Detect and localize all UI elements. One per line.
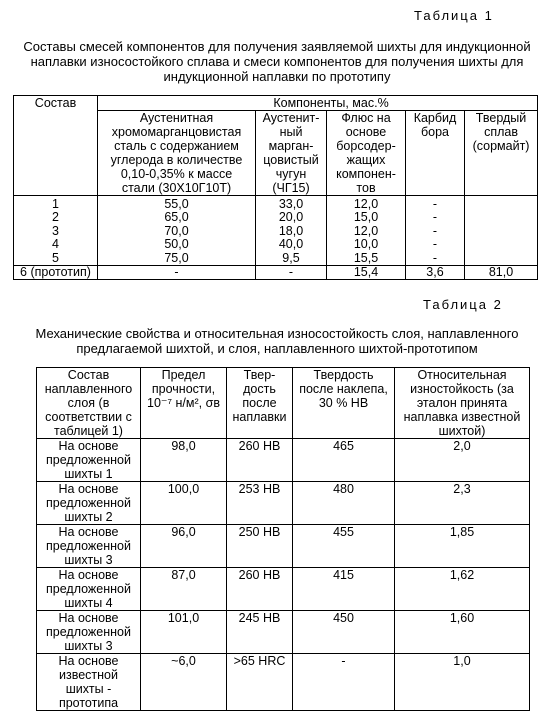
text-line: предложенной <box>46 453 131 467</box>
caption-line: предлагаемой шихтой, и слоя, наплавленного шихтой-прототипом <box>76 341 478 356</box>
table-cell: - <box>406 238 465 251</box>
caption-line: наплавки износостойкого сплава и смеси компонентов для получения шихты для <box>30 54 524 69</box>
text-line: изностойкость (за <box>410 382 514 396</box>
text-line: 0,10-0,35% к массе <box>120 167 233 181</box>
text-line: после <box>242 396 277 410</box>
table-cell: 87,0 <box>141 568 227 611</box>
text-line: На основе <box>58 654 119 668</box>
text-line: Твердость <box>313 368 374 382</box>
row-label <box>37 482 141 525</box>
table2 <box>36 367 530 711</box>
table-cell: - <box>406 225 465 238</box>
table-cell: 260 HB <box>227 439 293 482</box>
text-line: известной шихты - <box>59 668 118 696</box>
table2-caption <box>20 326 534 356</box>
text-line: прочности, <box>151 382 216 396</box>
row-label <box>37 525 141 568</box>
table-row <box>37 654 530 711</box>
text-line: предложенной <box>46 539 131 553</box>
table-row <box>14 238 538 251</box>
table-cell: 75,0 <box>98 252 256 266</box>
text-line: слоя (в <box>67 396 110 410</box>
text-line: предложенной <box>46 625 131 639</box>
row-label: 4 <box>14 238 98 251</box>
column-header <box>98 111 256 196</box>
table-cell: - <box>256 266 327 280</box>
table-cell <box>465 252 538 266</box>
table-cell: 98,0 <box>141 439 227 482</box>
text-line: На основе <box>58 439 119 453</box>
table-cell: 465 <box>293 439 395 482</box>
table1-caption <box>20 39 534 84</box>
text-line: шихты 4 <box>64 596 113 610</box>
row-label: 3 <box>14 225 98 238</box>
text-line: На основе <box>58 568 119 582</box>
text-line: шихты 3 <box>64 639 113 653</box>
text-line: Относительная <box>417 368 507 382</box>
text-line: прототипа <box>58 696 119 710</box>
text-line: чугун <box>275 167 307 181</box>
table-cell <box>465 225 538 238</box>
text-line: шихтой) <box>438 424 486 438</box>
table-cell: 1,0 <box>395 654 530 711</box>
table-cell: 10,0 <box>327 238 406 251</box>
table-cell: 40,0 <box>256 238 327 251</box>
table-cell: 81,0 <box>465 266 538 280</box>
table-row <box>14 211 538 224</box>
text-line: предложенной <box>46 582 131 596</box>
column-header <box>293 368 395 439</box>
row-label <box>37 568 141 611</box>
table-cell: - <box>98 266 256 280</box>
text-line: (сормайт) <box>472 139 530 153</box>
text-line: Аустенитная <box>139 111 214 125</box>
text-line: после наклепа, <box>299 382 388 396</box>
table-cell: 65,0 <box>98 211 256 224</box>
table-cell: 55,0 <box>98 196 256 212</box>
text-line: таблицей 1) <box>54 424 123 438</box>
table-cell: 1,85 <box>395 525 530 568</box>
table-cell: 3,6 <box>406 266 465 280</box>
table-cell: 2,3 <box>395 482 530 525</box>
table-cell: 20,0 <box>256 211 327 224</box>
text-line: цовистый <box>263 153 319 167</box>
table-cell: - <box>293 654 395 711</box>
table-cell: 12,0 <box>327 196 406 212</box>
column-header <box>395 368 530 439</box>
row-label <box>37 654 141 711</box>
text-line: хромомарганцовистая <box>111 125 242 139</box>
table-cell <box>465 238 538 251</box>
text-line: бора <box>420 125 449 139</box>
table-row <box>14 225 538 238</box>
row-label: 2 <box>14 211 98 224</box>
table-cell: 50,0 <box>98 238 256 251</box>
text-line: Аустенит- <box>262 111 320 125</box>
table-cell: 415 <box>293 568 395 611</box>
text-line: марган- <box>268 139 314 153</box>
text-line: тов <box>356 181 376 195</box>
table-cell: 455 <box>293 525 395 568</box>
table-cell: 15,0 <box>327 211 406 224</box>
text-line: жащих <box>346 153 386 167</box>
text-line: борсодер- <box>336 139 396 153</box>
table-cell: 12,0 <box>327 225 406 238</box>
text-line: На основе <box>58 611 119 625</box>
table2-label: Таблица 2 <box>423 297 503 312</box>
table-row <box>14 196 538 212</box>
column-header <box>327 111 406 196</box>
table-cell: >65 HRC <box>227 654 293 711</box>
text-line: стали (30Х10Г10Т) <box>121 181 232 195</box>
column-header <box>465 111 538 196</box>
table-cell: 9,5 <box>256 252 327 266</box>
text-line: шихты 1 <box>64 467 113 481</box>
table-cell <box>465 196 538 212</box>
text-line: 10⁻⁷ н/м², σв <box>147 396 220 410</box>
text-line: углерода в количестве <box>110 153 243 167</box>
table-cell: 96,0 <box>141 525 227 568</box>
table-cell: 101,0 <box>141 611 227 654</box>
caption-line: Составы смесей компонентов для получения заявляемой шихты для индукционной <box>23 39 531 54</box>
table-row <box>14 266 538 280</box>
row-label <box>37 439 141 482</box>
row-label: 1 <box>14 196 98 212</box>
text-line: основе <box>345 125 387 139</box>
table-cell: 450 <box>293 611 395 654</box>
column-header <box>141 368 227 439</box>
text-line: компонен- <box>336 167 396 181</box>
column-header <box>37 368 141 439</box>
table-cell: 15,4 <box>327 266 406 280</box>
text-line: Твердый <box>475 111 527 125</box>
header-components: Компоненты, мас.% <box>98 96 538 111</box>
text-line: эталон принята <box>416 396 508 410</box>
table-cell: ~6,0 <box>141 654 227 711</box>
text-line: Карбид <box>413 111 457 125</box>
table-cell: 100,0 <box>141 482 227 525</box>
row-label: 5 <box>14 252 98 266</box>
text-line: наплавки <box>232 410 287 424</box>
table-cell: 1,60 <box>395 611 530 654</box>
text-line: сталь с содержанием <box>114 139 239 153</box>
header-composition: Состав <box>14 96 98 196</box>
table-cell: 250 HB <box>227 525 293 568</box>
table-cell: - <box>406 211 465 224</box>
table-row <box>37 568 530 611</box>
text-line: наплавленного <box>44 382 133 396</box>
table-cell: 253 HB <box>227 482 293 525</box>
text-line: наплавка известной <box>403 410 521 424</box>
table-cell: 33,0 <box>256 196 327 212</box>
text-line: На основе <box>58 482 119 496</box>
table-cell: 18,0 <box>256 225 327 238</box>
table-cell: 15,5 <box>327 252 406 266</box>
table-cell: 70,0 <box>98 225 256 238</box>
row-label: 6 (прототип) <box>14 266 98 280</box>
table-row <box>37 482 530 525</box>
column-header <box>406 111 465 196</box>
text-line: предложенной <box>46 496 131 510</box>
text-line: ный <box>279 125 303 139</box>
table-cell: 245 HB <box>227 611 293 654</box>
table-cell: 480 <box>293 482 395 525</box>
table-cell: 2,0 <box>395 439 530 482</box>
caption-line: Механические свойства и относительная износостойкость слоя, наплавленного <box>35 326 519 341</box>
text-line: (ЧГ15) <box>272 181 310 195</box>
row-label <box>37 611 141 654</box>
table-row <box>37 525 530 568</box>
table-row <box>37 611 530 654</box>
text-line: шихты 2 <box>64 510 113 524</box>
table-cell: - <box>406 252 465 266</box>
table1 <box>13 95 538 280</box>
table-cell: - <box>406 196 465 212</box>
text-line: шихты 3 <box>64 553 113 567</box>
column-header <box>227 368 293 439</box>
text-line: Состав <box>67 368 110 382</box>
table-cell: 1,62 <box>395 568 530 611</box>
text-line: Флюс на <box>341 111 391 125</box>
text-line: На основе <box>58 525 119 539</box>
table-row <box>14 252 538 266</box>
table1-label: Таблица 1 <box>414 8 494 23</box>
table-row <box>37 439 530 482</box>
column-header <box>256 111 327 196</box>
text-line: соответствии с <box>45 410 132 424</box>
caption-line: индукционной наплавки по прототипу <box>163 69 391 84</box>
text-line: дость <box>243 382 276 396</box>
table-cell: 260 HB <box>227 568 293 611</box>
table-cell <box>465 211 538 224</box>
text-line: 30 % HB <box>318 396 369 410</box>
text-line: сплав <box>484 125 518 139</box>
text-line: Предел <box>161 368 206 382</box>
text-line: Твер- <box>243 368 276 382</box>
